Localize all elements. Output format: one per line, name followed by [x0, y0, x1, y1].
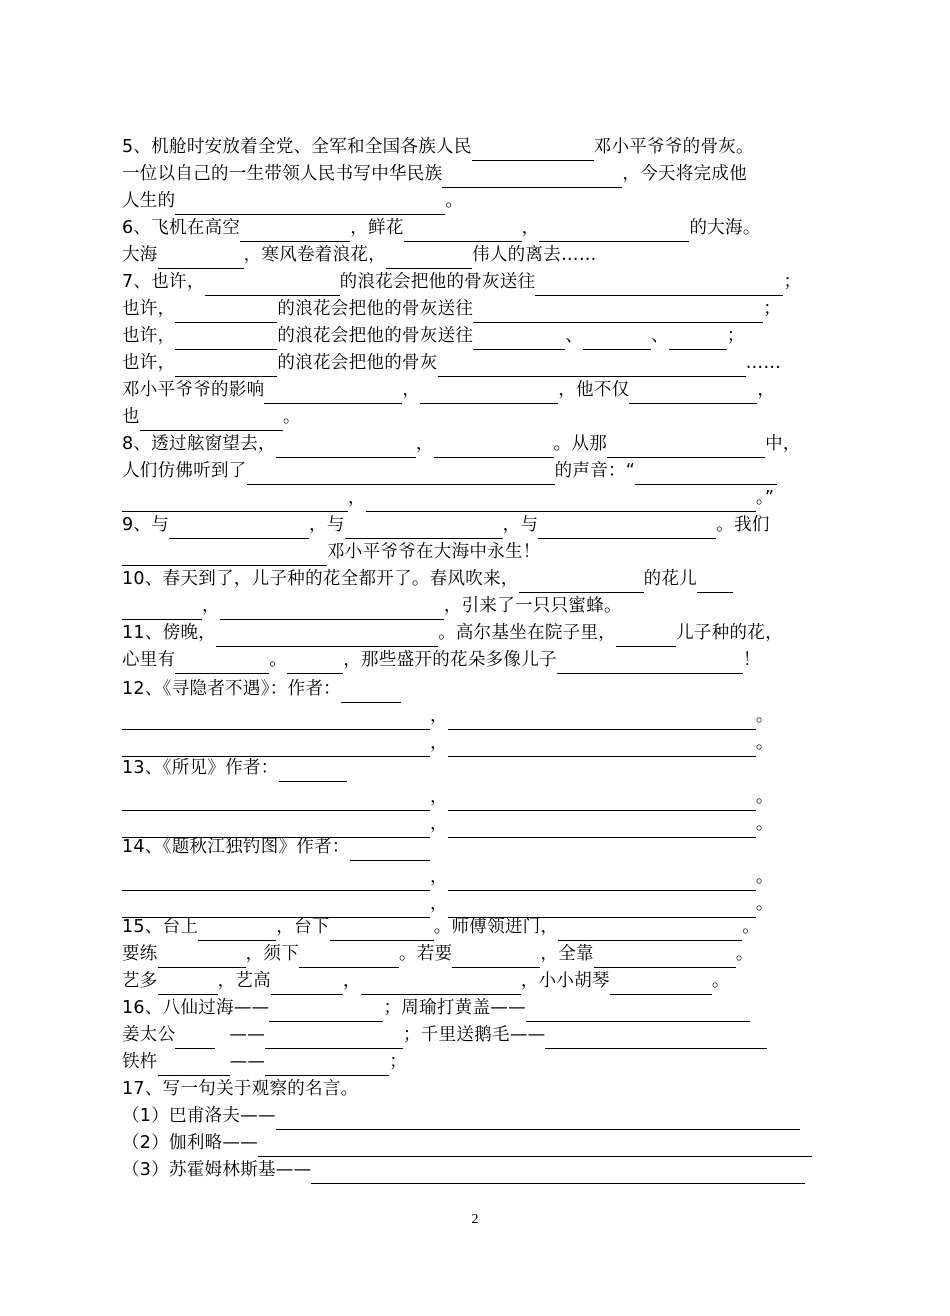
text: 一位以自己的一生带领人民书写中华民族: [122, 164, 443, 184]
text: 。: [755, 814, 774, 834]
blank[interactable]: [345, 518, 503, 539]
text: 。我们: [716, 515, 770, 535]
text: 。: [445, 191, 464, 211]
q11-line1: [122, 620, 783, 647]
text: 大海: [122, 245, 158, 265]
blank[interactable]: [473, 302, 763, 323]
q6-line2: [122, 242, 597, 269]
blank[interactable]: [175, 302, 277, 323]
q5-line3: [122, 188, 463, 215]
text: 。师傅领进门，: [433, 917, 559, 937]
blank[interactable]: [265, 1055, 389, 1076]
blank[interactable]: [442, 167, 622, 188]
q15-line1: [122, 914, 760, 941]
q5-line2: [122, 161, 747, 188]
text: 、: [651, 326, 669, 346]
text: 邓小平爷爷的影响: [122, 380, 265, 400]
blank[interactable]: [122, 709, 430, 730]
q15-line3: [122, 968, 730, 995]
text: 也许，: [122, 326, 176, 346]
q7-line5: [122, 377, 775, 404]
text: ；千里送鹅毛——: [403, 1025, 546, 1045]
blank[interactable]: [438, 356, 746, 377]
text: 艺多: [122, 971, 158, 991]
q10-line2: [122, 593, 622, 620]
text: ，艺高: [217, 971, 272, 991]
text: ，: [430, 894, 448, 914]
text: 也: [122, 407, 140, 427]
q7-line3: [122, 323, 745, 350]
text: ，: [430, 814, 448, 834]
text: ，那些盛开的花朵多像儿子: [343, 650, 557, 670]
text: 邓小平爷爷的骨灰。: [593, 137, 754, 157]
blank[interactable]: [610, 974, 712, 995]
text: 儿子种的花，: [676, 623, 783, 643]
blank[interactable]: [330, 920, 434, 941]
author-blank[interactable]: [341, 682, 401, 703]
blank[interactable]: [473, 329, 565, 350]
blank[interactable]: [448, 870, 756, 891]
text: 的花儿: [643, 569, 698, 589]
text: 的声音：“: [554, 461, 636, 481]
blank[interactable]: [271, 974, 343, 995]
q14-poem-line1: [122, 864, 774, 891]
text: 。: [711, 971, 730, 991]
blank[interactable]: [175, 1028, 215, 1049]
q17-item3: [122, 1157, 805, 1184]
text: 。从那: [553, 434, 608, 454]
text: ，: [430, 787, 448, 807]
blank[interactable]: [158, 974, 218, 995]
text: 要练: [122, 944, 158, 964]
text: 的浪花会把他的骨灰送往: [277, 326, 474, 346]
text: 10、春天到了，儿子种的花全都开了。春风吹来，: [122, 569, 519, 589]
blank[interactable]: [122, 790, 430, 811]
text: 人生的: [122, 191, 176, 211]
blank[interactable]: [264, 383, 402, 404]
text: 的大海。: [689, 218, 761, 238]
blank[interactable]: [140, 410, 283, 431]
blank[interactable]: [175, 356, 277, 377]
text: ，鲜花: [350, 218, 404, 238]
blank[interactable]: [361, 974, 521, 995]
blank[interactable]: [526, 1001, 750, 1022]
q8-line2: [122, 458, 777, 485]
blank[interactable]: [629, 383, 757, 404]
text: ，小小胡琴: [520, 971, 610, 991]
blank[interactable]: [175, 329, 277, 350]
blank[interactable]: [635, 464, 777, 485]
blank[interactable]: [404, 221, 522, 242]
blank[interactable]: [299, 947, 399, 968]
text: ；周瑜打黄盖——: [383, 998, 526, 1018]
q17-title: [122, 1076, 358, 1103]
q8-line3: [122, 485, 774, 512]
blank[interactable]: [122, 491, 348, 512]
blank[interactable]: [583, 329, 651, 350]
text: 7、也许，: [122, 272, 205, 292]
q7-line6: [122, 404, 301, 431]
q12-title: [122, 676, 401, 703]
text: 也许，: [122, 353, 176, 373]
blank[interactable]: [558, 920, 742, 941]
q9-line2: [122, 539, 541, 566]
text: ——: [229, 1052, 266, 1072]
text: ，: [430, 867, 448, 887]
text: 5、机舱时安放着全党、全军和全国各族人民: [122, 137, 472, 157]
q13-poem-line1: [122, 784, 774, 811]
q17-item1: [122, 1103, 800, 1130]
blank[interactable]: [265, 1028, 403, 1049]
text: 12、《寻隐者不遇》：作者：: [122, 679, 341, 699]
blank[interactable]: [175, 194, 445, 215]
q9-line1: [122, 512, 770, 539]
blank[interactable]: [247, 464, 555, 485]
q14-title: [122, 834, 430, 861]
text: 16、八仙过海——: [122, 998, 270, 1018]
blank[interactable]: [122, 599, 202, 620]
blank[interactable]: [122, 545, 327, 566]
blank[interactable]: [386, 248, 472, 269]
q16-line3: [122, 1049, 407, 1076]
text: ；: [389, 1052, 408, 1072]
text: 。: [282, 407, 301, 427]
q8-line1: [122, 431, 801, 458]
q10-line1: [122, 566, 733, 593]
blank[interactable]: [122, 870, 430, 891]
text: ，与: [309, 515, 345, 535]
text: ！: [742, 650, 761, 670]
text: ，: [430, 706, 448, 726]
blank[interactable]: [697, 572, 733, 593]
q16-line1: [122, 995, 750, 1022]
text: 的浪花会把他的骨灰送往: [277, 299, 474, 319]
text: 心里有: [122, 650, 176, 670]
blank[interactable]: [175, 653, 269, 674]
text: 伟人的离去……: [472, 245, 597, 265]
text: 。: [755, 733, 774, 753]
text: 9、与: [122, 515, 170, 535]
text: 的浪花会把他的骨灰: [277, 353, 438, 373]
text: ；: [783, 272, 802, 292]
text: ，: [402, 380, 421, 400]
text: 。: [755, 706, 774, 726]
blank[interactable]: [472, 140, 594, 161]
text: ，引来了一只只蜜蜂。: [443, 596, 622, 616]
blank[interactable]: [519, 572, 644, 593]
author-blank[interactable]: [350, 840, 430, 861]
blank[interactable]: [205, 275, 340, 296]
text: 。”: [755, 488, 775, 508]
text: 11、傍晚，: [122, 623, 217, 643]
text: ，全靠: [540, 944, 594, 964]
text: ……: [745, 353, 782, 373]
blank[interactable]: [216, 626, 438, 647]
q13-title: [122, 755, 347, 782]
q15-line2: [122, 941, 754, 968]
text: ，寒风卷着浪花，: [243, 245, 387, 265]
q7-line4: [122, 350, 781, 377]
text: 。高尔基坐在院子里，: [438, 623, 617, 643]
text: 。: [735, 944, 754, 964]
text: ，今天将完成他: [622, 164, 748, 184]
blank[interactable]: [448, 790, 756, 811]
q5-line1: [122, 134, 754, 161]
text: ，: [348, 488, 366, 508]
blank[interactable]: [220, 599, 444, 620]
text: 。: [755, 787, 774, 807]
blank[interactable]: [607, 437, 765, 458]
text: 。若要: [399, 944, 453, 964]
text: 也许，: [122, 299, 176, 319]
blank[interactable]: [269, 1001, 383, 1022]
text: （2）伽利略——: [122, 1133, 259, 1153]
text: ，: [430, 733, 448, 753]
text: 。: [742, 917, 761, 937]
blank[interactable]: [122, 736, 430, 757]
text: 14、《题秋江独钓图》作者：: [122, 837, 350, 857]
text: ——: [229, 1025, 266, 1045]
text: （1）巴甫洛夫——: [122, 1106, 276, 1126]
text: ，: [757, 380, 776, 400]
blank[interactable]: [557, 653, 743, 674]
blank[interactable]: [258, 1136, 812, 1157]
blank[interactable]: [198, 920, 276, 941]
text: 中，: [765, 434, 801, 454]
blank[interactable]: [169, 518, 309, 539]
text: ，: [521, 218, 540, 238]
blank[interactable]: [538, 518, 716, 539]
text: ，与: [502, 515, 539, 535]
text: 17、写一句关于观察的名言。: [122, 1079, 359, 1099]
q6-line1: [122, 215, 761, 242]
text: 。: [755, 894, 774, 914]
blank[interactable]: [287, 653, 343, 674]
author-blank[interactable]: [279, 761, 347, 782]
blank[interactable]: [311, 1163, 805, 1184]
text: 、: [565, 326, 584, 346]
blank[interactable]: [669, 329, 727, 350]
text: 铁杵: [122, 1052, 158, 1072]
blank[interactable]: [158, 947, 246, 968]
text: 8、透过舷窗望去，: [122, 434, 276, 454]
text: ；: [763, 299, 782, 319]
q12-poem-line1: [122, 703, 774, 730]
text: （3）苏霍姆林斯基——: [122, 1160, 312, 1180]
text: 人们仿佛听到了: [122, 461, 247, 481]
blank[interactable]: [420, 383, 558, 404]
text: ，: [202, 596, 220, 616]
q11-line2: [122, 647, 761, 674]
blank[interactable]: [366, 491, 756, 512]
text: 6、飞机在高空: [122, 218, 241, 238]
text: 15、台上: [122, 917, 199, 937]
blank[interactable]: [539, 221, 689, 242]
blank[interactable]: [452, 947, 540, 968]
text: ，: [415, 434, 434, 454]
q17-item2: [122, 1130, 812, 1157]
blank[interactable]: [535, 275, 783, 296]
q16-line2: [122, 1022, 767, 1049]
text: 姜太公: [122, 1025, 176, 1045]
blank[interactable]: [276, 437, 416, 458]
blank[interactable]: [545, 1028, 767, 1049]
blank[interactable]: [158, 248, 244, 269]
text: 13、《所见》作者：: [122, 758, 279, 778]
q7-line1: [122, 269, 801, 296]
page-number: 2: [471, 1212, 479, 1227]
blank[interactable]: [448, 709, 756, 730]
text: 。: [755, 867, 774, 887]
blank[interactable]: [448, 736, 756, 757]
text: 邓小平爷爷在大海中永生！: [327, 542, 541, 562]
text: ，台下: [276, 917, 330, 937]
text: 的浪花会把他的骨灰送往: [339, 272, 536, 292]
blank[interactable]: [448, 817, 756, 838]
text: ，他不仅: [558, 380, 630, 400]
blank[interactable]: [594, 947, 736, 968]
text: ，: [343, 971, 361, 991]
text: ，须下: [245, 944, 300, 964]
blank[interactable]: [434, 437, 554, 458]
q12-poem-line2: [122, 730, 774, 757]
blank[interactable]: [158, 1055, 230, 1076]
text: 。: [269, 650, 288, 670]
q7-line2: [122, 296, 781, 323]
blank[interactable]: [616, 626, 676, 647]
blank[interactable]: [240, 221, 350, 242]
blank[interactable]: [276, 1109, 800, 1130]
text: ；: [726, 326, 745, 346]
